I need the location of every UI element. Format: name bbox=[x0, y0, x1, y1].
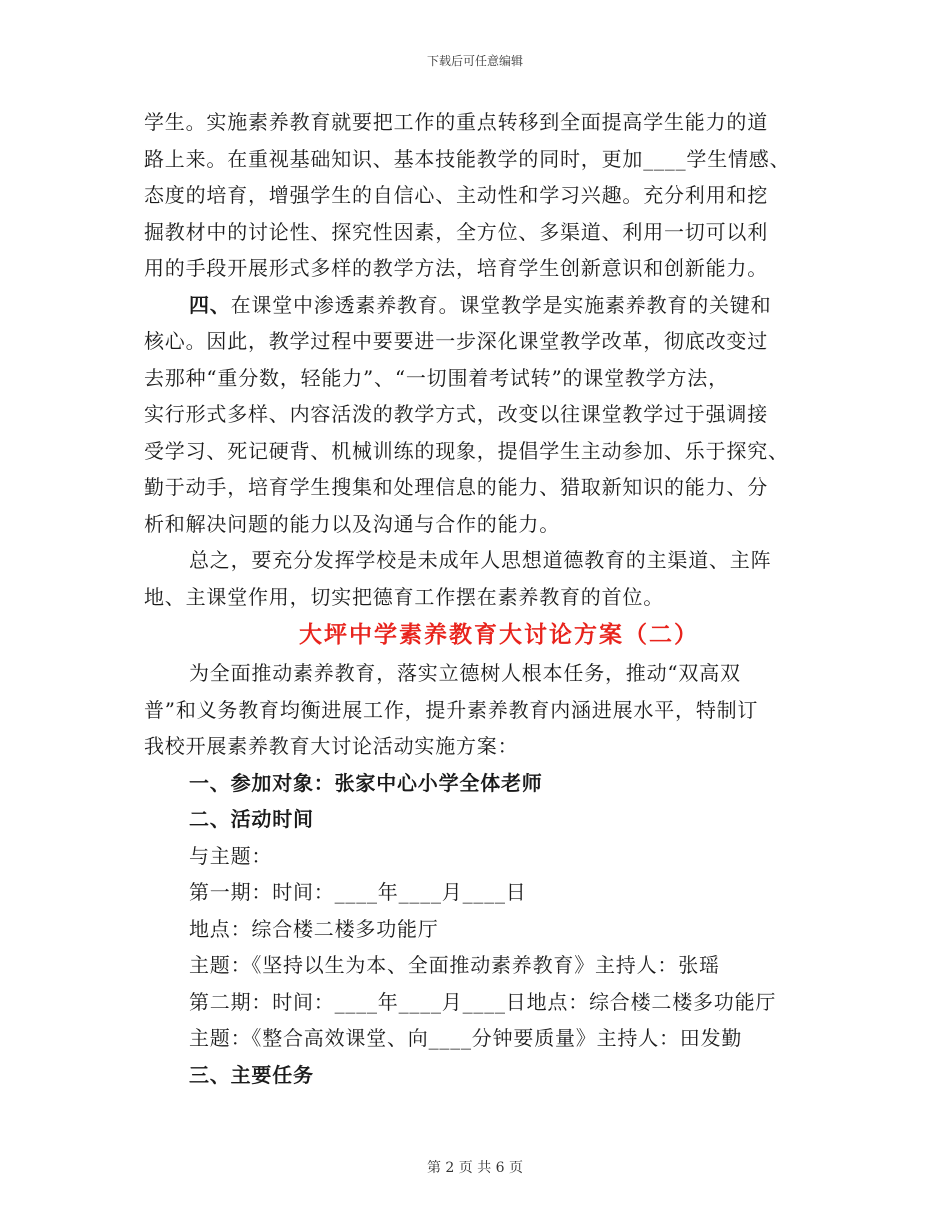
section-title: 大坪中学素养教育大讨论方案（二） bbox=[299, 621, 699, 648]
paragraph-line: 态度的培育，增强学生的自信心、主动性和学习兴趣。充分利用和挖 bbox=[144, 183, 768, 207]
paragraph-line: 掘教材中的讨论性、探究性因素，全方位、多渠道、利用一切可以利 bbox=[144, 219, 768, 244]
paragraph-line: 受学习、死记硬背、机械训练的现象，提倡学生主动参加、乐于探究、 bbox=[144, 438, 789, 463]
paragraph-line: 我校开展素养教育大讨论活动实施方案： bbox=[144, 734, 519, 758]
schedule-line: 第二期：时间：____年____月____日地点：综合楼二楼多功能厅 bbox=[189, 989, 777, 1014]
paragraph-line: 实行形式多样、内容活泼的教学方式，改变以往课堂教学过于强调接 bbox=[144, 402, 768, 426]
paragraph-line: 为全面推动素养教育，落实立德树人根本任务，推动“双高双 bbox=[189, 661, 741, 685]
paragraph-line: 学生。实施素养教育就要把工作的重点转移到全面提高学生能力的道 bbox=[144, 110, 768, 134]
heading-participants: 一、参加对象：张家中心小学全体老师 bbox=[189, 770, 543, 795]
page-header-note: 下载后可任意编辑 bbox=[426, 54, 523, 68]
section-number-four: 四、 bbox=[189, 292, 231, 317]
schedule-line: 主题：《坚持以生为本、全面推动素养教育》主持人：张瑶 bbox=[189, 953, 720, 977]
heading-main-tasks: 三、主要任务 bbox=[189, 1062, 314, 1087]
paragraph-line: 普”和义务教育均衡进展工作，提升素养教育内涵进展水平，特制订 bbox=[144, 697, 759, 722]
paragraph-line: 用的手段开展形式多样的教学方法，培育学生创新意识和创新能力。 bbox=[144, 256, 768, 280]
paragraph-line bbox=[144, 287, 814, 324]
paragraph-line: 析和解决问题的能力以及沟通与合作的能力。 bbox=[144, 511, 560, 536]
schedule-line: 与主题： bbox=[189, 843, 273, 868]
paragraph-line: 总之，要充分发挥学校是未成年人思想道德教育的主渠道、主阵 bbox=[189, 548, 772, 572]
paragraph-text: 在课堂中渗透素养教育。课堂教学是实施素养教育的关键和 bbox=[230, 292, 772, 317]
paragraph-line: 去那种“重分数，轻能力”、“一切围着考试转”的课堂教学方法， bbox=[144, 365, 729, 390]
paragraph-line: 路上来。在重视基础知识、基本技能教学的同时，更加____学生情感、 bbox=[144, 146, 791, 171]
schedule-line: 地点：综合楼二楼多功能厅 bbox=[189, 916, 439, 941]
paragraph-line: 勤于动手，培育学生搜集和处理信息的能力、猎取新知识的能力、分 bbox=[144, 475, 768, 499]
schedule-line: 第一期：时间：____年____月____日 bbox=[189, 880, 527, 904]
document-body bbox=[144, 104, 814, 1093]
paragraph-line: 核心。因此，教学过程中要要进一步深化课堂教学改革，彻底改变过 bbox=[144, 329, 768, 353]
page-number: 第 2 页 共 6 页 bbox=[426, 1160, 524, 1176]
schedule-line: 主题：《整合高效课堂、向____分钟要质量》主持人：田发勤 bbox=[189, 1026, 743, 1050]
heading-activity-time: 二、活动时间 bbox=[189, 807, 314, 831]
paragraph-line: 地、主课堂作用，切实把德育工作摆在素养教育的首位。 bbox=[144, 584, 664, 609]
